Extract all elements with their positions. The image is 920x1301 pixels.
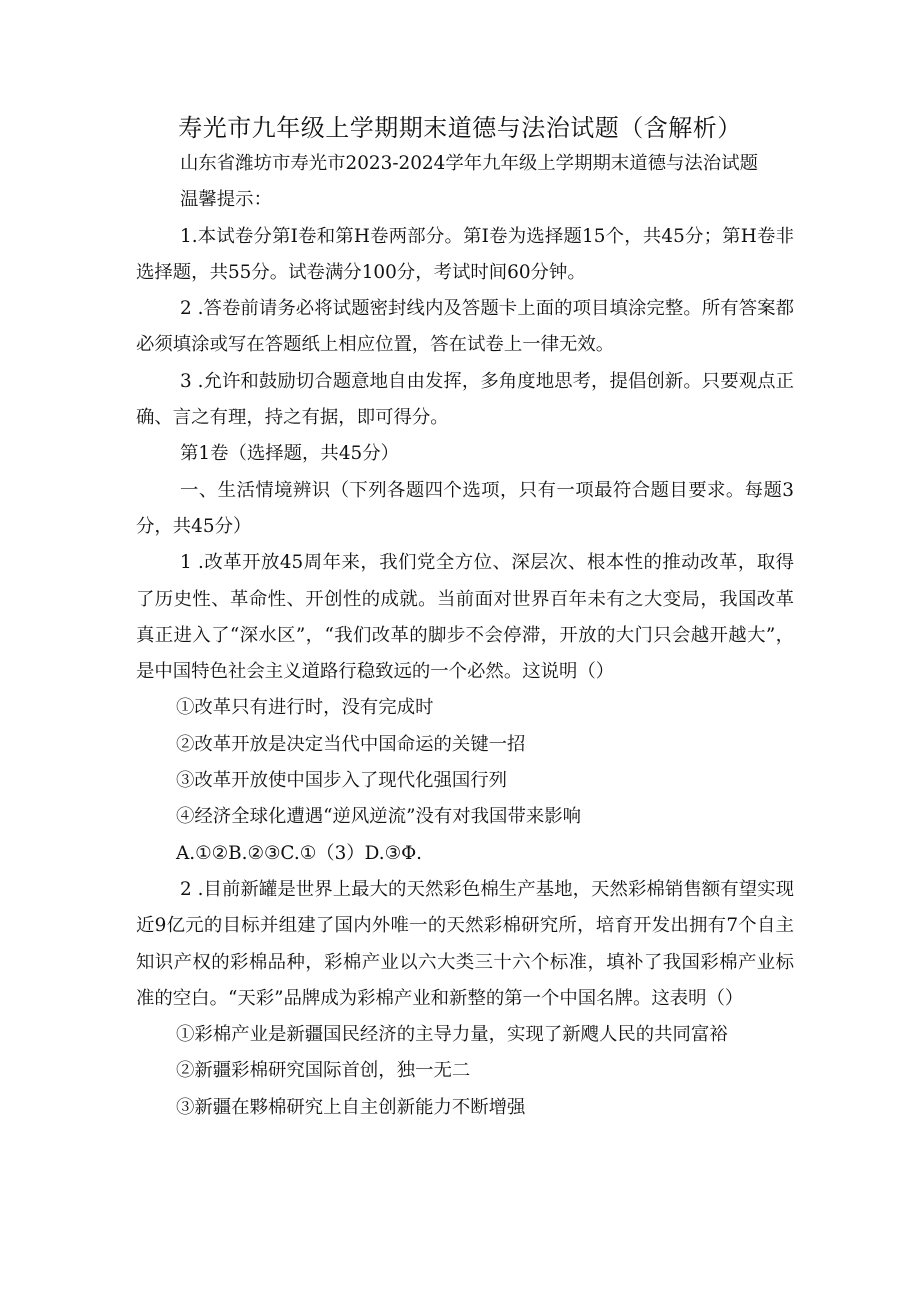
question-2-option: ①彩棉产业是新疆国民经济的主导力量，实现了新飕人民的共同富裕 bbox=[176, 1024, 728, 1046]
notice-heading: 温馨提示： bbox=[180, 189, 272, 211]
section-heading: 一、生活情境辨识（下列各题四个选项，只有一项最符合题目要求。每题3分，共45分） bbox=[136, 479, 794, 537]
question-1-option: ②改革开放是决定当代中国命运的关键一招 bbox=[176, 733, 526, 755]
question-2-stem: 2 .目前新罐是世界上最大的天然彩色棉生产基地，天然彩棉销售额有望实现近9亿元的目标并组建了国内外唯一的天然彩棉研究所，培育开发出拥有7个自主知识产权的彩棉品种，彩棉产业以六大类三十六个标准，填补了我国彩棉产业标准的空白。“天彩”品牌成为彩棉产业和新整的第一个中国名牌。这表明（） bbox=[136, 878, 794, 1009]
question-1-answer-choices: A.①②B.②③C.①（3）D.③Φ. bbox=[176, 842, 423, 864]
question-1-option: ③改革开放使中国步入了现代化强国行列 bbox=[176, 770, 508, 792]
document-body bbox=[136, 146, 794, 1126]
question-1-option: ①改革只有进行时，没有完成时 bbox=[176, 697, 434, 719]
question-1-option: ④经济全球化遭遇“逆风逆流”没有对我国带来影响 bbox=[176, 806, 582, 828]
document-subtitle: 山东省潍坊市寿光市2023-2024学年九年级上学期期末道德与法治试题 bbox=[180, 153, 758, 174]
question-2-option: ②新疆彩棉研究国际首创，独一无二 bbox=[176, 1060, 471, 1082]
notice-item: 2 .答卷前请务必将试题密封线内及答题卡上面的项目填涂完整。所有答案都必须填涂或写在答题纸上相应位置，答在试卷上一律无效。 bbox=[136, 298, 794, 356]
notice-item: 3 .允许和鼓励切合题意地自由发挥，多角度地思考，提倡创新。只要观点正确、言之有理，持之有据，即可得分。 bbox=[136, 370, 794, 429]
document-title: 寿光市九年级上学期期末道德与法治试题（含解析） bbox=[178, 114, 742, 142]
question-1-stem: 1 .改革开放45周年来，我们党全方位、深层次、根本性的推动改革，取得了历史性、革命性、开创性的成就。当前面对世界百年未有之大变局，我国改革真正进入了“深水区”，“我们改革的脚步不会停滞，开放的大门只会越开越大”，是中国特色社会主义道路行稳致远的一个必然。这说明（） bbox=[136, 552, 794, 683]
notice-item: 1.本试卷分第I卷和第H卷两部分。第I卷为选择题15个，共45分；第H卷非选择题，共55分。试卷满分100分，考试时间60分钟。 bbox=[136, 225, 794, 283]
question-2-option: ③新疆在夥棉研究上自主创新能力不断增强 bbox=[176, 1096, 526, 1118]
part-heading: 第1卷（选择题，共45分） bbox=[180, 443, 400, 465]
